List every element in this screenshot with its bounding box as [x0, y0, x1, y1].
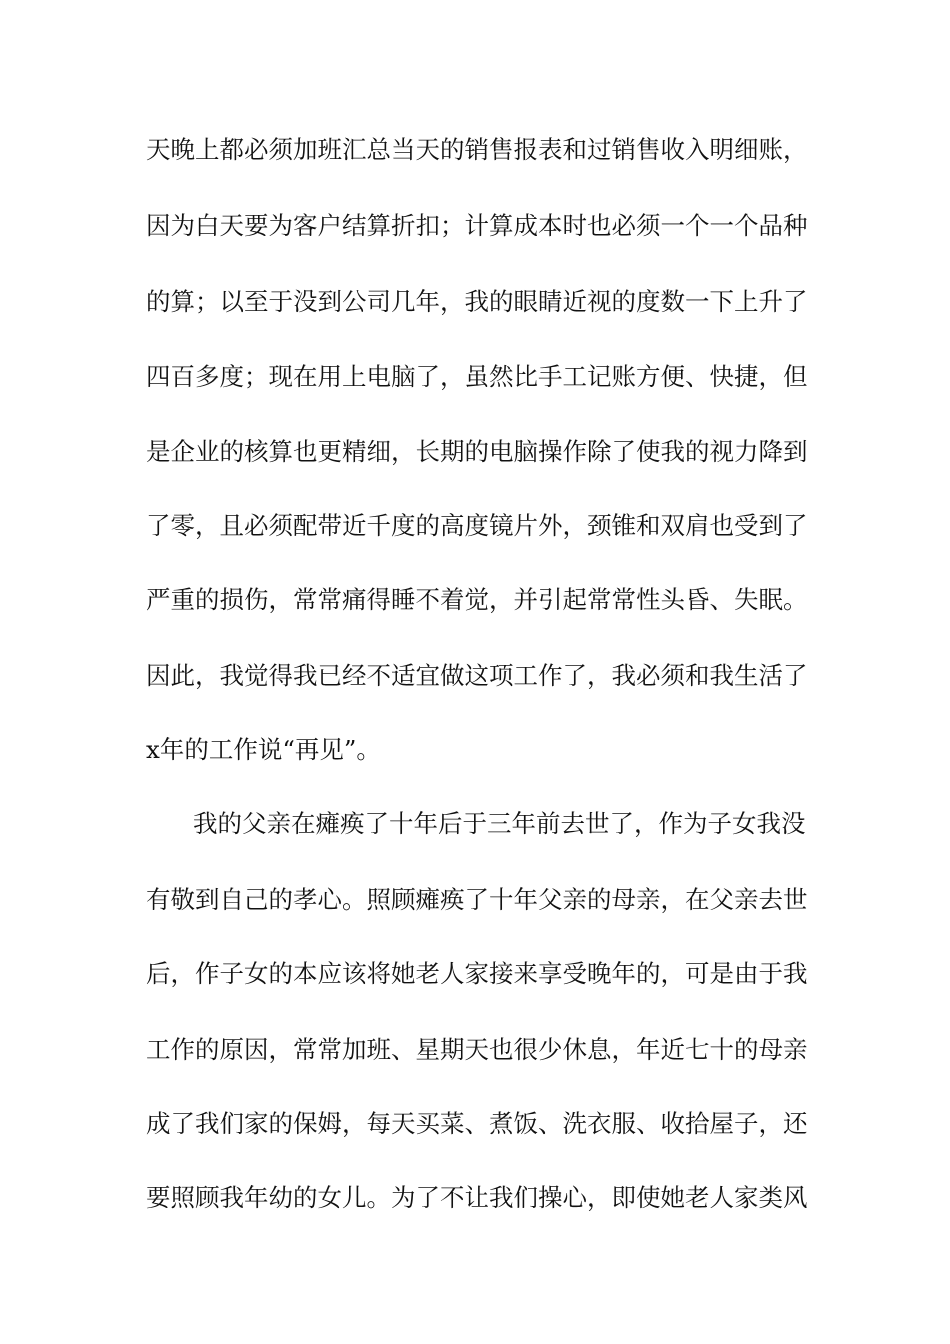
text-line-11: 有敬到自己的孝心。照顾瘫痪了十年父亲的母亲，在父亲去世 — [146, 885, 808, 914]
text-line-9: x年的工作说“再见”。 — [146, 735, 381, 764]
text-line-12: 后，作子女的本应该将她老人家接来享受晚年的，可是由于我 — [146, 959, 808, 988]
text-line-4: 四百多度；现在用上电脑了，虽然比手工记账方便、快捷，但 — [146, 362, 808, 391]
text-line-2: 因为白天要为客户结算折扣；计算成本时也必须一个一个品种 — [146, 211, 808, 240]
text-line-14: 成了我们家的保姆，每天买菜、煮饭、洗衣服、收拾屋子，还 — [146, 1109, 808, 1138]
text-line-1: 天晚上都必须加班汇总当天的销售报表和过销售收入明细账， — [146, 135, 808, 164]
text-line-15: 要照顾我年幼的女儿。为了不让我们操心，即使她老人家类风 — [146, 1183, 808, 1212]
text-line-6: 了零，且必须配带近千度的高度镜片外，颈锥和双肩也受到了 — [146, 511, 808, 540]
text-line-5: 是企业的核算也更精细，长期的电脑操作除了使我的视力降到 — [146, 437, 808, 466]
text-line-3: 的算；以至于没到公司几年，我的眼睛近视的度数一下上升了 — [146, 287, 808, 316]
text-line-7: 严重的损伤，常常痛得睡不着觉，并引起常常性头昏、失眠。 — [146, 585, 808, 614]
text-line-13: 工作的原因，常常加班、星期天也很少休息，年近七十的母亲 — [146, 1035, 808, 1064]
text-line-10: 我的父亲在瘫痪了十年后于三年前去世了，作为子女我没 — [193, 809, 806, 838]
text-line-8: 因此，我觉得我已经不适宜做这项工作了，我必须和我生活了 — [146, 661, 808, 690]
